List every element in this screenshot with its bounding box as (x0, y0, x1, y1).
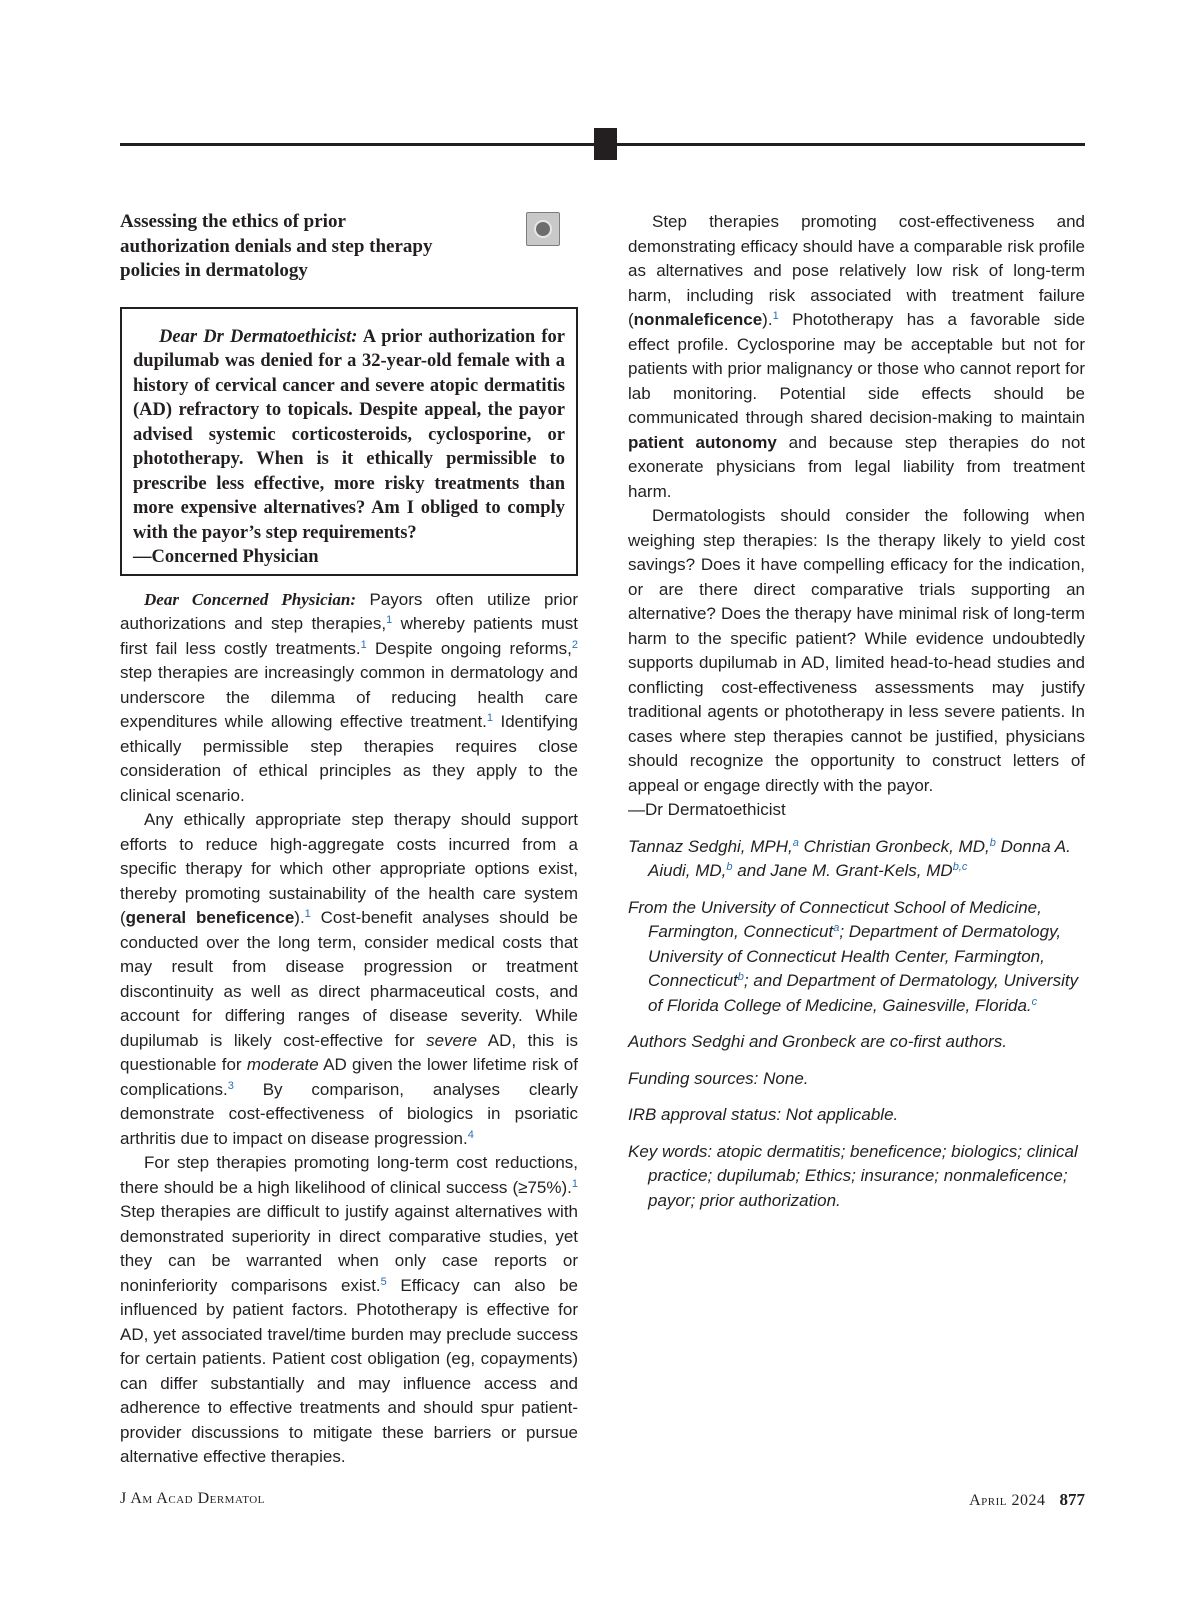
answer-paragraph-2: Any ethically appropriate step therapy should support efforts to reduce high-aggregate costs incurred from a specific therapy for which other appropriate options exist, thereby promoting sustainability of the health care system (general beneficence).$^1$ Cost-benefit analyses should be conducted over the long term, consider medical costs that may result from disease progression or treatment discontinuity as well as direct pharmaceutical costs, and account for differing ranges of disease severity. While dupilumab is likely cost-effective for severe AD, this is questionable for moderate AD given the lower lifetime risk of complications.$^3$ By comparison, analyses clearly demonstrate cost-effectiveness of biologics in psoriatic arthritis due to impact on disease progression.$^4$ (120, 810, 578, 1148)
term-nonmaleficence: nonmaleficence (633, 310, 763, 329)
emphasis-moderate: moderate (246, 1055, 319, 1074)
answer-salutation: Dear Concerned Physician: (144, 589, 356, 609)
keywords: Key words: atopic dermatitis; beneficence; biologics; clinical practice; dupilumab; Ethics; insurance; nonmaleficence; payor; prior authorization. (628, 1141, 1078, 1210)
co-first-note: Authors Sedghi and Gronbeck are co-first authors. (628, 1032, 1007, 1051)
citation-link[interactable]: 2 (571, 638, 578, 651)
affiliations: From the University of Connecticut School of Medicine, Farmington, Connecticut$^a$; Department of Dermatology, University of Connecticut Health Center, Farmington, Connecticut$^b$; and Department of Dermatology, University of Florida College of Medicine, Gainesville, Florida.$^c$ (628, 897, 1079, 1015)
answer-paragraph-1: Dear Concerned Physician: Payors often utilize prior authorizations and step therapies,$^1$ whereby patients must first fail less costly treatments.$^1$ Despite ongoing reforms,$^2$ step therapies are increasingly common in dermatology and underscore the dilemma of reducing health care expenditures while allowing effective treatment.$^1$ Identifying ethically permissible step therapies requires close consideration of ethical principles as they apply to the clinical scenario. (120, 589, 579, 805)
question-signature: —Concerned Physician (133, 547, 319, 567)
left-column (120, 210, 578, 1470)
crossmark-symbol (534, 220, 552, 238)
term-general-beneficence: general beneficence (125, 908, 295, 927)
header-rule-marker (594, 128, 617, 160)
right-column (628, 210, 1085, 1225)
emphasis-severe: severe (426, 1030, 478, 1050)
term-patient-autonomy: patient autonomy (628, 432, 777, 452)
irb-note: IRB approval status: Not applicable. (628, 1105, 899, 1124)
citation-link[interactable]: 1 (571, 1177, 578, 1190)
question-text (133, 325, 565, 546)
question-salutation: Dear Dr Dermatoethicist: (159, 326, 358, 347)
answer-paragraph-4: Step therapies promoting cost-effectiveness and demonstrating efficacy should have a comparable risk profile as alternatives and pose relatively low risk of long-term harm, including risk associated with treatment failure (nonmaleficence).$^1$ Phototherapy has a favorable side effect profile. Cyclosporine may be acceptable but not for patients with prior malignancy or those who cannot report for lab monitoring. Potential side effects should be communicated through shared decision-making to maintain patient autonomy and because step therapies do not exonerate physicians from legal liability from treatment harm. (628, 212, 1085, 501)
page-number: 877 (1059, 1490, 1085, 1509)
author-list: Tannaz Sedghi, MPH,$^a$ Christian Gronbeck, MD,$^b$ Donna A. Aiudi, MD,$^b$ and Jane M. Grant-Kels, MD$^{b,c}$ (628, 836, 1071, 880)
citation-link[interactable]: 1 (386, 614, 393, 626)
answer-paragraph-3: For step therapies promoting long-term cost reductions, there should be a high likelihood of clinical success (≥75%).$^1$ Step therapies are difficult to justify against alternatives with demonstrated superiority in direct comparative studies, yet they can be warranted when only case reports or noninferiority comparisons exist.$^5$ Efficacy can also be influenced by patient factors. Phototherapy is effective for AD, yet associated travel/time burden may preclude success for certain patients. Patient cost obligation (eg, copayments) can differ substantially and may influence access and adherence to effective treatments and should spur patient-provider discussions to mitigate these barriers or pursue alternative effective therapies. (120, 1153, 578, 1466)
crossmark-icon[interactable] (526, 212, 560, 246)
question-body: A prior authorization for dupilumab was denied for a 32-year-old female with a history of cervical cancer and severe atopic dermatitis (AD) refractory to topicals. Despite appeal, the payor advised systemic corticosteroids, cyclosporine, or phototherapy. When is it ethically permissible to prescribe less effective, more risky treatments than more expensive alternatives? Am I obliged to comply with the payor’s step requirements? (133, 326, 565, 543)
funding-note: Funding sources: None. (628, 1068, 809, 1088)
question-box (120, 307, 578, 576)
answer-signature: —Dr Dermatoethicist (628, 800, 786, 819)
journal-name: J Am Acad Dermatol (120, 1490, 265, 1507)
citation-link[interactable]: 1 (304, 908, 311, 920)
citation-link[interactable]: 1 (486, 712, 494, 724)
citation-link[interactable]: 1 (360, 638, 367, 651)
answer-paragraph-5: Dermatologists should consider the following when weighing step therapies: Is the therapy likely to yield cost savings? Does it have compelling efficacy for the indication, or are there direct comparative trials supporting an alternative? Does the therapy have minimal risk of long-term harm to the specific patient? While evidence undoubtedly supports dupilumab in AD, limited head-to-head studies and conflicting cost-effectiveness assessments may justify traditional agents or phototherapy in less severe patients. In cases where step therapies cannot be justified, physicians should recognize the opportunity to construct letters of appeal or engage directly with the payor. (628, 506, 1085, 795)
citation-link[interactable]: 3 (227, 1079, 234, 1092)
citation-link[interactable]: 4 (467, 1128, 474, 1141)
citation-link[interactable]: 1 (772, 310, 779, 322)
footer-right (969, 1490, 1085, 1510)
issue-date: April 2024 (969, 1492, 1046, 1509)
article-title: Assessing the ethics of prior authorization denials and step therapy policies in dermatology (120, 211, 433, 281)
citation-link[interactable]: 5 (380, 1275, 387, 1288)
